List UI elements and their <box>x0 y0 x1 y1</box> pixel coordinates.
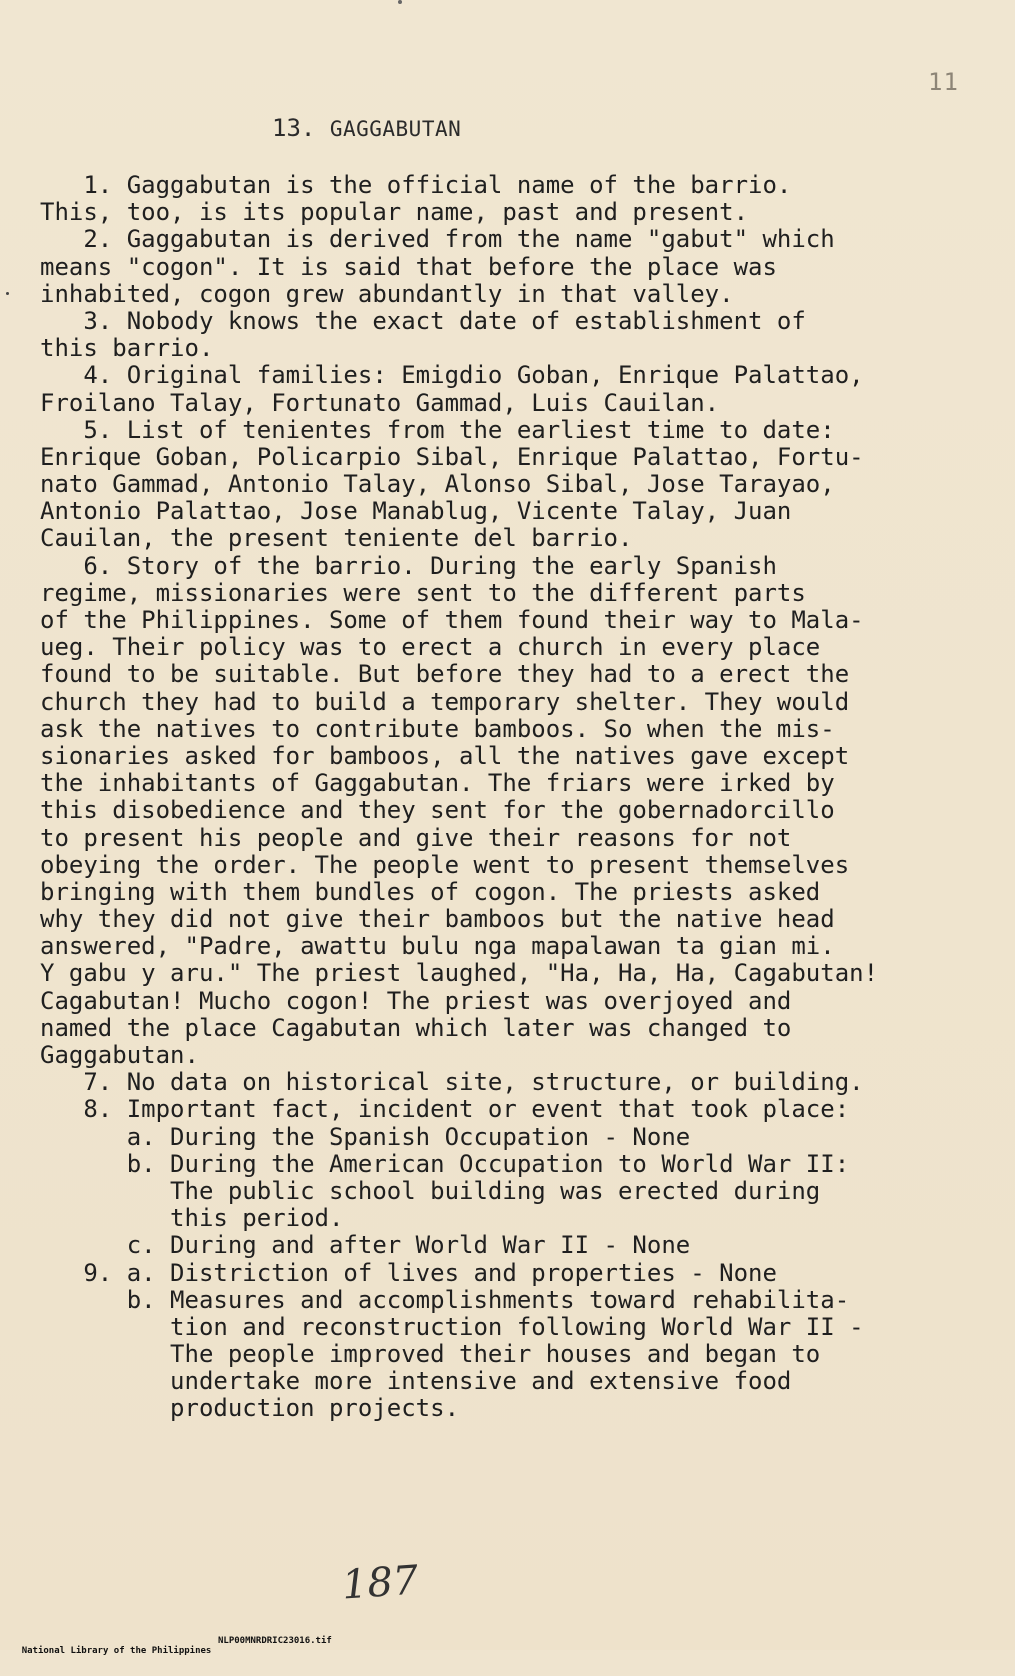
text-line: Antonio Palattao, Jose Manablug, Vicente Talay, Juan <box>40 497 792 526</box>
text-line: Gaggabutan. <box>40 1041 199 1069</box>
page-number: 11 <box>928 68 959 96</box>
text-line: of the Philippines. Some of them found their way to Mala- <box>40 606 864 634</box>
footer-library: National Library of the Philippines <box>21 1646 212 1656</box>
text-line: production projects. <box>40 1394 460 1423</box>
text-line: why they did not give their bamboos but the native head <box>40 905 835 934</box>
text-line: this period. <box>40 1204 344 1233</box>
text-line: 6. Story of the barrio. During the early Spanish <box>40 551 777 580</box>
margin-mark <box>6 292 9 295</box>
text-line: This, too, is its popular name, past and present. <box>40 198 749 227</box>
text-line: answered, "Padre, awattu bulu nga mapalawan ta gian mi. <box>40 932 835 961</box>
text-line: obeying the order. The people went to present themselves <box>40 850 850 879</box>
text-line: means "cogon". It is said that before the place was <box>40 252 777 281</box>
text-line: regime, missionaries were sent to the different parts <box>40 578 806 607</box>
text-line: Cagabutan! Mucho cogon! The priest was overjoyed and <box>40 986 792 1015</box>
text-line: 4. Original families: Emigdio Goban, Enrique Palattao, <box>40 361 864 390</box>
text-line: 9. a. Distriction of lives and properties - None <box>40 1258 777 1287</box>
text-line: ask the natives to contribute bamboos. So when the mis- <box>40 714 835 743</box>
text-line: undertake more intensive and extensive food <box>40 1367 792 1396</box>
text-line: this disobedience and they sent for the gobernadorcillo <box>40 796 835 825</box>
text-line: Cauilan, the present teniente del barrio. <box>40 524 633 553</box>
text-line: 8. Important fact, incident or event that took place: <box>40 1095 850 1124</box>
section-number: 13. <box>272 114 316 142</box>
text-line: inhabited, cogon grew abundantly in that valley. <box>40 279 734 308</box>
text-line: this barrio. <box>40 334 214 363</box>
text-line: Y gabu y aru." The priest laughed, "Ha, Ha, Ha, Cagabutan! <box>40 959 879 988</box>
text-line: church they had to build a temporary shelter. They would <box>40 687 850 716</box>
text-line: sionaries asked for bamboos, all the natives gave except <box>40 741 850 770</box>
text-line: 5. List of tenientes from the earliest time to date: <box>40 415 835 444</box>
text-line: to present his people and give their reasons for not <box>40 823 792 852</box>
text-line: 2. Gaggabutan is derived from the name "gabut" which <box>40 225 835 254</box>
text-line: the inhabitants of Gaggabutan. The friars were irked by <box>40 769 835 798</box>
text-line: Enrique Goban, Policarpio Sibal, Enrique Palattao, Fortu- <box>40 442 864 471</box>
text-line: named the place Cagabutan which later was changed to <box>40 1013 792 1042</box>
text-line: tion and reconstruction following World War II - <box>40 1312 864 1341</box>
section-title: GAGGABUTAN <box>329 117 462 141</box>
text-line: b. Measures and accomplishments toward rehabilita- <box>40 1285 850 1314</box>
text-line: found to be suitable. But before they had to a erect the <box>40 660 850 689</box>
text-line: ueg. Their policy was to erect a church in every place <box>40 633 821 662</box>
text-line: 7. No data on historical site, structure, or building. <box>40 1068 864 1097</box>
text-line: c. During and after World War II - None <box>40 1231 691 1260</box>
ink-mark <box>398 0 402 4</box>
text-line: bringing with them bundles of cogon. The priests asked <box>40 877 821 906</box>
text-line: b. During the American Occupation to World War II: <box>40 1149 850 1178</box>
text-line: The people improved their houses and began to <box>40 1340 821 1369</box>
section-heading <box>272 114 461 142</box>
footer-filename: NLP00MNRDRIC23016.tif <box>218 1636 332 1646</box>
text-line: 3. Nobody knows the exact date of establishment of <box>40 306 806 335</box>
text-line: The public school building was erected during <box>40 1176 821 1205</box>
text-line: a. During the Spanish Occupation - None <box>40 1122 691 1151</box>
text-line: Froilano Talay, Fortunato Gammad, Luis Cauilan. <box>40 388 720 417</box>
handwritten-page-note: 187 <box>340 1557 420 1609</box>
scan-footer <box>0 1636 1015 1676</box>
text-line: 1. Gaggabutan is the official name of the barrio. <box>40 171 792 199</box>
text-line: nato Gammad, Antonio Talay, Alonso Sibal, Jose Tarayao, <box>40 470 835 499</box>
body-text <box>40 172 1000 1423</box>
